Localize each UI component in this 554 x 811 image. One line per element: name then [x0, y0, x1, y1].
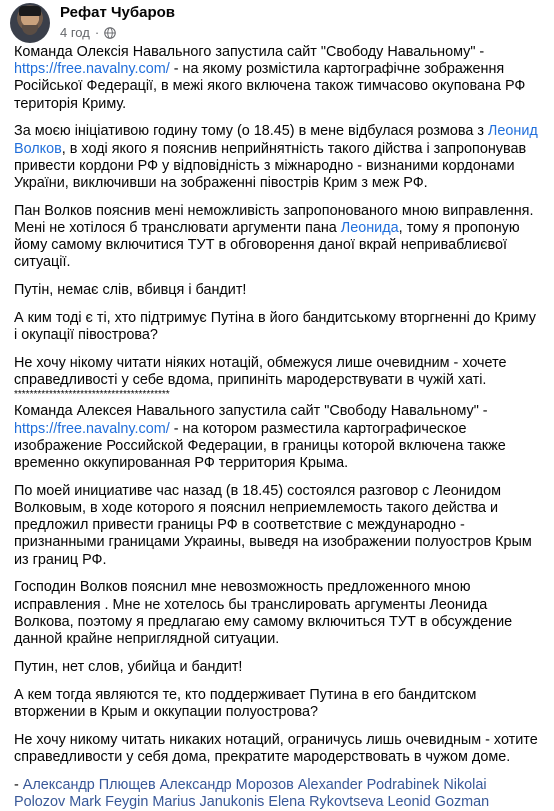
paragraph-ua-3 — [14, 203, 538, 272]
globe-icon[interactable] — [104, 27, 116, 39]
paragraph-ua-5: А ким тоді є ті, хто підтримує Путіна в його бандитському вторгненні до Криму і окупації півострова? — [14, 310, 536, 344]
avatar-beard-shape — [22, 25, 38, 35]
text: - на якому розмістила картографічне зображення Російської Федерації, в межі якого включена також тимчасово окупована РФ територія Криму. — [14, 61, 526, 112]
post-timestamp-row — [60, 25, 175, 41]
navalny-site-link-ru[interactable]: https://free.navalny.com/ — [14, 420, 170, 437]
text: , в ході якого я пояснив неприйнятність такого дійства і запропонував привести кордони РФ у відповідність з міжнародно - визнаними кордонами України, виключивши на зображенні півострів Крим з меж РФ. — [14, 140, 527, 192]
paragraph-ua-6: Не хочу нікому читати ніяких нотацій, обмежуся лише очевидним - хочете справедливості у себе вдома, припиніть мародерствувати в чужій хаті. — [14, 355, 507, 389]
tag-link[interactable]: Leonid Gozman — [387, 793, 490, 810]
text: Команда Алексея Навального запустила сайт "Свободу Навальному" - — [14, 403, 488, 420]
paragraph-ua-2 — [14, 123, 538, 192]
paragraph-ru-2: По моей инициативе час назад (в 18.45) состоялся разговор с Леонидом Волковым, в ходе которого я пояснил неприемлемость такого действа и предложил привести границы РФ в соответствие с международно - признанными границами Украины, выведя на изображении полуостров Крым из границ РФ. — [14, 482, 532, 568]
paragraph-ru-3: Господин Волков пояснил мне невозможность предложенного мною исправления . Мне не хотелось бы транслировать аргументы Леонида Волкова, поэтому я предлагаю ему самому включиться ТУТ в обсуждение данной крайне неприглядной ситуации. — [14, 579, 513, 648]
avatar[interactable] — [10, 3, 50, 43]
post-time[interactable]: 4 год — [60, 25, 90, 40]
author-name[interactable]: Рефат Чубаров — [60, 4, 175, 21]
tags-prefix: - — [14, 776, 23, 793]
leonid-profile-link[interactable]: Леонида — [340, 220, 399, 237]
tag-link[interactable]: Mark Feygin — [69, 793, 149, 810]
tag-link[interactable]: Александр Морозов — [159, 776, 294, 793]
paragraph-ru-1 — [14, 403, 538, 472]
volkov-profile-link[interactable]: Леонид Волков — [14, 123, 538, 157]
text: Пан Волков пояснив мені неможливість запропонованого мною виправлення. Мені не хотілося б транслювати аргументи пана — [14, 202, 534, 237]
text: Команда Олексія Навального запустила сайт "Свободу Навальному" - — [14, 44, 485, 60]
post-body — [10, 44, 544, 811]
tag-link[interactable]: Alexander Podrabinek — [297, 776, 440, 793]
avatar-hat-shape — [19, 6, 41, 16]
text: - на котором разместила картографическое изображение Российской Федерации, в границы которой включена также временно оккупированная РФ территория Крыма. — [14, 420, 506, 472]
text: За моєю ініціативою годину тому (о 18.45) в мене відбулася розмова з — [14, 123, 488, 140]
paragraph-ua-1 — [14, 44, 538, 113]
tag-link[interactable]: Александр Плющев — [22, 776, 156, 793]
separator-stars: **************************************** — [14, 389, 170, 401]
paragraph-ru-5: А кем тогда являются те, кто поддерживает Путина в его бандитском вторжении в Крым и оккупации полуострова? — [14, 686, 477, 720]
paragraph-ru-4: Путин, нет слов, убийца и бандит! — [14, 658, 243, 675]
tag-link[interactable]: Marius Janukonis — [152, 793, 265, 810]
separator-dot: · — [94, 25, 100, 40]
post-meta — [60, 3, 175, 41]
tag-link[interactable]: Nikolai Polozov — [14, 776, 487, 810]
navalny-site-link[interactable]: https://free.navalny.com/ — [14, 61, 170, 78]
post-header — [10, 0, 544, 40]
paragraph-ru-6: Не хочу никому читать никаких нотаций, ограничусь лишь очевидным - хотите справедливости у себя дома, прекратите мародерствовать в чужом доме. — [14, 731, 538, 765]
text: , тому я пропоную йому самому включитися ТУТ в обговорення даної вкрай неприваблиєвої ситуації. — [14, 220, 520, 271]
tagged-people — [14, 777, 538, 811]
tag-link[interactable]: Elena Rykovtseva — [268, 793, 384, 810]
paragraph-ua-4: Путін, немає слів, вбивця і бандит! — [14, 282, 247, 299]
